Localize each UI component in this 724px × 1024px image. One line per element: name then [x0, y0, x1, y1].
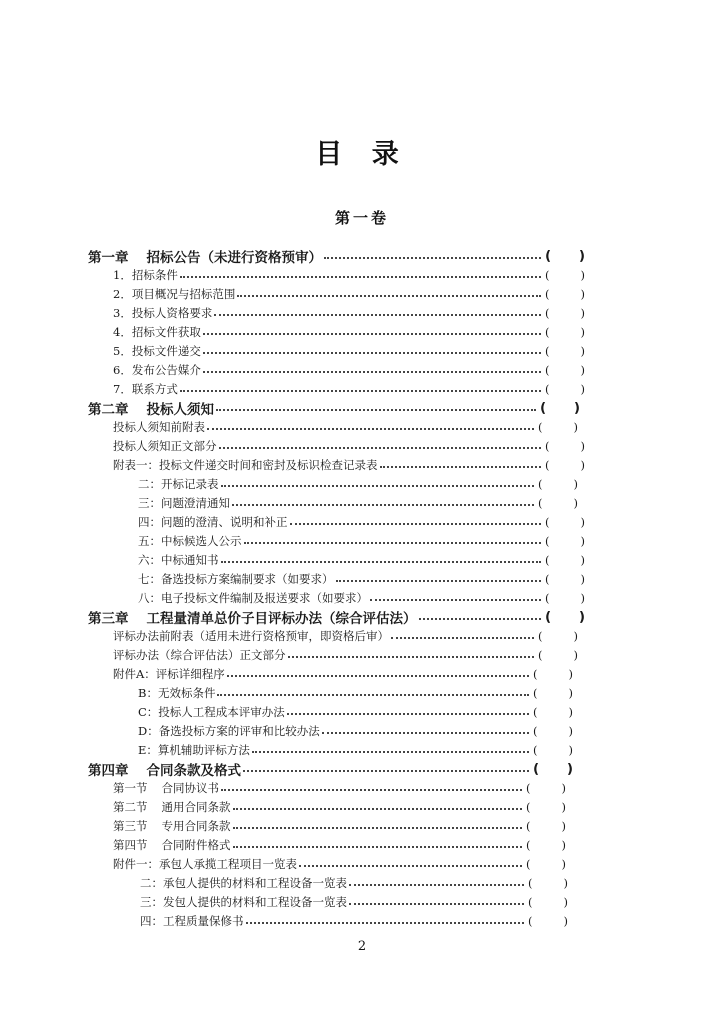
toc-entry-text: C：投标人工程成本评审办法 — [138, 704, 285, 719]
toc-entry: 第四节 合同附件格式 ( ) — [113, 837, 566, 852]
toc-entry-text: 招标公告（未进行资格预审） — [146, 249, 322, 266]
toc-entry: 四：问题的澄清、说明和补正 ( ) — [138, 514, 585, 529]
toc-entry-number: 第一章 — [88, 249, 129, 266]
volume-heading: 第一卷 — [334, 209, 389, 227]
page-number: 2 — [357, 939, 367, 954]
toc-entry-number: 第四节 — [113, 837, 148, 852]
toc-entry: 二：承包人提供的材料和工程设备一览表 ( ) — [140, 875, 568, 890]
toc-entry-text: 六：中标通知书 — [138, 552, 219, 567]
toc-entry-text: E：算机辅助评标方法 — [138, 742, 250, 757]
toc-entry: 评标办法（综合评估法）正文部分 ( ) — [113, 647, 578, 662]
toc-entry-text: 附表一：投标文件递交时间和密封及标识检查记录表 — [113, 457, 378, 472]
toc-entry-text: 二：开标记录表 — [138, 476, 219, 491]
toc-entry-text: 合同附件格式 — [161, 837, 231, 852]
toc-entry: 6．发布公告媒介 ( ) — [113, 362, 585, 377]
toc-entry: 三：问题澄清通知 ( ) — [138, 495, 578, 510]
toc-entry: 附表一：投标文件递交时间和密封及标识检查记录表 ( ) — [113, 457, 585, 472]
toc-entry: 第一章 招标公告（未进行资格预审） ( ) — [88, 247, 585, 266]
toc-entry: 二：开标记录表 ( ) — [138, 476, 578, 491]
toc-entry: E：算机辅助评标方法 ( ) — [138, 742, 573, 757]
toc-entry: 5．投标文件递交 ( ) — [113, 343, 585, 358]
toc-entry-text: D：备选投标方案的评审和比较办法 — [138, 723, 320, 738]
toc-entry-text: 4．招标文件获取 — [113, 324, 201, 339]
toc-entry-text: 三：问题澄清通知 — [138, 495, 230, 510]
toc-entry: 七：备选投标方案编制要求（如要求） ( ) — [138, 571, 585, 586]
toc-entry: 第二节 通用合同条款 ( ) — [113, 799, 566, 814]
toc-entry: 八：电子投标文件编制及报送要求（如要求） ( ) — [138, 590, 585, 605]
toc-entry-text: 投标人须知 — [146, 401, 214, 418]
toc-entry-number: 第四章 — [88, 762, 129, 779]
toc-entry: 4．招标文件获取 ( ) — [113, 324, 585, 339]
toc-entry: 四：工程质量保修书 ( ) — [140, 913, 568, 928]
toc-entry-text: 七：备选投标方案编制要求（如要求） — [138, 571, 334, 586]
toc-entry: 1．招标条件 ( ) — [113, 267, 585, 282]
toc-entry-number: 第三章 — [88, 610, 129, 627]
toc-entry: 第二章 投标人须知 ( ) — [88, 399, 580, 418]
table-of-contents — [0, 246, 724, 946]
toc-entry: B：无效标条件 ( ) — [138, 685, 573, 700]
toc-entry-text: 二：承包人提供的材料和工程设备一览表 — [140, 875, 347, 890]
toc-entry: 7．联系方式 ( ) — [113, 381, 585, 396]
toc-entry-text: 四：工程质量保修书 — [140, 913, 244, 928]
toc-entry-text: 5．投标文件递交 — [113, 343, 201, 358]
toc-entry-text: 投标人须知正文部分 — [113, 438, 217, 453]
toc-entry-text: 1．招标条件 — [113, 267, 178, 282]
toc-entry-text: 合同协议书 — [161, 780, 219, 795]
toc-entry-text: 3．投标人资格要求 — [113, 305, 213, 320]
toc-entry: 五：中标候选人公示 ( ) — [138, 533, 585, 548]
toc-entry-text: 评标办法前附表（适用未进行资格预审，即资格后审） — [113, 628, 389, 643]
toc-entry-text: 工程量清单总价子目评标办法（综合评估法） — [146, 610, 417, 627]
toc-entry-text: 投标人须知前附表 — [113, 419, 205, 434]
toc-entry: 评标办法前附表（适用未进行资格预审，即资格后审） ( ) — [113, 628, 578, 643]
toc-entry-text: 三：发包人提供的材料和工程设备一览表 — [140, 894, 347, 909]
toc-entry-text: 专用合同条款 — [161, 818, 231, 833]
toc-entry: D：备选投标方案的评审和比较办法 ( ) — [138, 723, 573, 738]
toc-entry-text: B：无效标条件 — [138, 685, 216, 700]
toc-entry: 附件一：承包人承揽工程项目一览表 ( ) — [113, 856, 566, 871]
toc-entry: 第三章 工程量清单总价子目评标办法（综合评估法） ( ) — [88, 608, 585, 627]
toc-entry: 第一节 合同协议书 ( ) — [113, 780, 566, 795]
page-title: 目 录 — [315, 139, 409, 170]
toc-entry-text: 通用合同条款 — [161, 799, 231, 814]
toc-entry: 3．投标人资格要求 ( ) — [113, 305, 585, 320]
toc-entry-text: 合同条款及格式 — [146, 762, 241, 779]
toc-entry-text: 6．发布公告媒介 — [113, 362, 201, 377]
toc-entry-text: 四：问题的澄清、说明和补正 — [138, 514, 288, 529]
toc-entry-text: 2．项目概况与招标范围 — [113, 286, 236, 301]
toc-entry: 六：中标通知书 ( ) — [138, 552, 585, 567]
toc-entry: 第四章 合同条款及格式 ( ) — [88, 760, 573, 779]
toc-entry-number: 第三节 — [113, 818, 148, 833]
toc-entry: 投标人须知正文部分 ( ) — [113, 438, 585, 453]
toc-entry-text: 7．联系方式 — [113, 381, 178, 396]
toc-entry: 投标人须知前附表 ( ) — [113, 419, 578, 434]
toc-entry: 第三节 专用合同条款 ( ) — [113, 818, 566, 833]
toc-entry-number: 第一节 — [113, 780, 148, 795]
toc-entry-number: 第二节 — [113, 799, 148, 814]
toc-entry: C：投标人工程成本评审办法 ( ) — [138, 704, 573, 719]
toc-entry-text: 八：电子投标文件编制及报送要求（如要求） — [138, 590, 368, 605]
toc-entry-text: 附件A：评标详细程序 — [113, 666, 225, 681]
toc-entry: 三：发包人提供的材料和工程设备一览表 ( ) — [140, 894, 568, 909]
toc-entry: 附件A：评标详细程序 ( ) — [113, 666, 573, 681]
toc-entry-text: 附件一：承包人承揽工程项目一览表 — [113, 856, 297, 871]
toc-entry-text: 五：中标候选人公示 — [138, 533, 242, 548]
toc-entry-text: 评标办法（综合评估法）正文部分 — [113, 647, 286, 662]
toc-entry: 2．项目概况与招标范围 ( ) — [113, 286, 585, 301]
toc-entry-number: 第二章 — [88, 401, 129, 418]
